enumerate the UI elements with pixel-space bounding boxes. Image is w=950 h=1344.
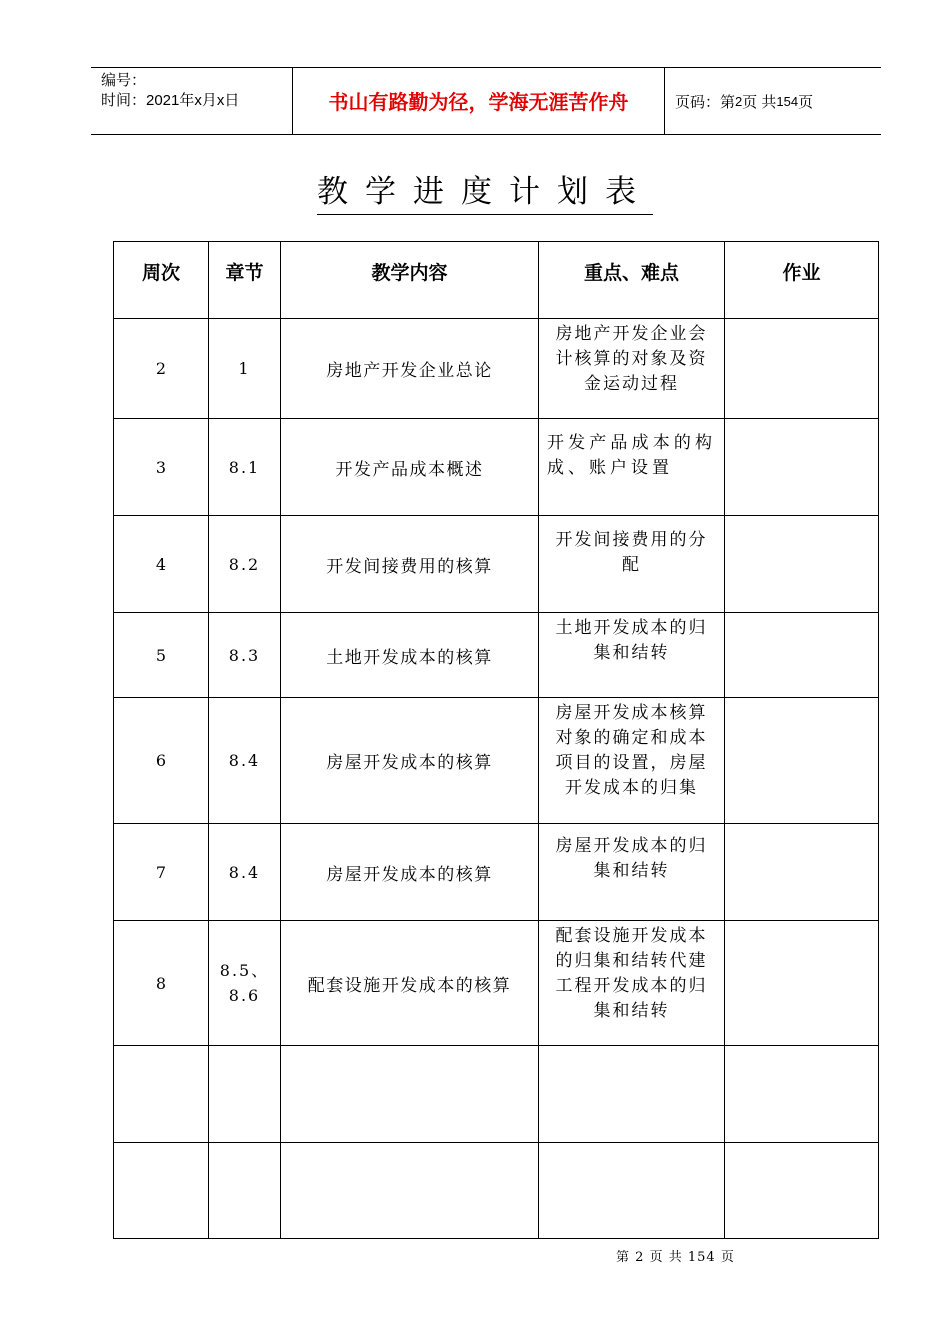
header-chapter: 章节 bbox=[209, 242, 281, 319]
table-row bbox=[114, 419, 879, 516]
header-key-points: 重点、难点 bbox=[539, 242, 725, 319]
table-row bbox=[114, 516, 879, 613]
cell-chapter: 8.2 bbox=[209, 516, 281, 613]
schedule-table bbox=[113, 241, 879, 1239]
cell-chapter: 8.4 bbox=[209, 824, 281, 921]
table-row bbox=[114, 698, 879, 824]
table-row bbox=[114, 613, 879, 698]
cell-content bbox=[281, 1143, 539, 1239]
header-week: 周次 bbox=[114, 242, 209, 319]
footer-mid: 页 共 bbox=[649, 1250, 683, 1265]
header-content: 教学内容 bbox=[281, 242, 539, 319]
table-header-row bbox=[114, 242, 879, 319]
footer-prefix: 第 bbox=[616, 1250, 631, 1265]
table-row bbox=[114, 1143, 879, 1239]
cell-content: 房地产开发企业总论 bbox=[281, 319, 539, 419]
cell-chapter bbox=[209, 1143, 281, 1239]
cell-content: 开发产品成本概述 bbox=[281, 419, 539, 516]
footer-page-number: 2 bbox=[635, 1250, 645, 1265]
cell-week: 6 bbox=[114, 698, 209, 824]
cell-chapter: 8.3 bbox=[209, 613, 281, 698]
cell-homework bbox=[725, 1143, 879, 1239]
table-row bbox=[114, 319, 879, 419]
footer-suffix: 页 bbox=[720, 1250, 735, 1265]
cell-key-points bbox=[539, 1046, 725, 1143]
cell-content bbox=[281, 1046, 539, 1143]
page-suffix: 页 bbox=[798, 93, 814, 111]
cell-content: 房屋开发成本的核算 bbox=[281, 824, 539, 921]
cell-homework bbox=[725, 419, 879, 516]
cell-key-points bbox=[539, 1143, 725, 1239]
cell-key-points: 房屋开发成本的归集和结转 bbox=[539, 824, 725, 921]
cell-content: 房屋开发成本的核算 bbox=[281, 698, 539, 824]
cell-content: 配套设施开发成本的核算 bbox=[281, 921, 539, 1046]
cell-week: 8 bbox=[114, 921, 209, 1046]
header-homework: 作业 bbox=[725, 242, 879, 319]
cell-key-points: 开发间接费用的分配 bbox=[539, 516, 725, 613]
cell-content: 土地开发成本的核算 bbox=[281, 613, 539, 698]
time-label: 时间：2021年x月x日 bbox=[101, 92, 240, 109]
header-motto: 书山有路勤为径，学海无涯苦作舟 bbox=[293, 68, 665, 134]
cell-week: 4 bbox=[114, 516, 209, 613]
table-row bbox=[114, 921, 879, 1046]
page-mid: 页 共 bbox=[742, 93, 777, 111]
cell-homework bbox=[725, 613, 879, 698]
cell-content: 开发间接费用的核算 bbox=[281, 516, 539, 613]
cell-homework bbox=[725, 921, 879, 1046]
cell-homework bbox=[725, 824, 879, 921]
cell-homework bbox=[725, 319, 879, 419]
cell-chapter bbox=[209, 1046, 281, 1143]
page-number: 2 bbox=[735, 93, 743, 109]
cell-week: 7 bbox=[114, 824, 209, 921]
header-meta bbox=[91, 68, 293, 134]
page-footer bbox=[616, 1246, 735, 1265]
cell-key-points: 房屋开发成本核算对象的确定和成本项目的设置，房屋开发成本的归集 bbox=[539, 698, 725, 824]
cell-week: 3 bbox=[114, 419, 209, 516]
footer-page-total: 154 bbox=[687, 1250, 716, 1265]
cell-chapter: 8.4 bbox=[209, 698, 281, 824]
cell-homework bbox=[725, 698, 879, 824]
header-page-info bbox=[665, 68, 881, 134]
cell-chapter: 8.5、8.6 bbox=[209, 921, 281, 1046]
cell-key-points: 土地开发成本的归集和结转 bbox=[539, 613, 725, 698]
cell-week: 2 bbox=[114, 319, 209, 419]
table-row bbox=[114, 1046, 879, 1143]
page-header bbox=[91, 67, 881, 135]
cell-week: 5 bbox=[114, 613, 209, 698]
table-row bbox=[114, 824, 879, 921]
cell-key-points: 开发产品成本的构成、账户设置 bbox=[539, 419, 725, 516]
cell-chapter: 8.1 bbox=[209, 419, 281, 516]
cell-week bbox=[114, 1046, 209, 1143]
number-label: 编号： bbox=[101, 72, 147, 89]
cell-homework bbox=[725, 516, 879, 613]
cell-key-points: 房地产开发企业会计核算的对象及资金运动过程 bbox=[539, 319, 725, 419]
cell-week bbox=[114, 1143, 209, 1239]
page-total: 154 bbox=[776, 93, 799, 109]
cell-homework bbox=[725, 1046, 879, 1143]
page-title: 教学进度计划表 bbox=[317, 170, 653, 215]
cell-key-points: 配套设施开发成本的归集和结转代建工程开发成本的归集和结转 bbox=[539, 921, 725, 1046]
cell-chapter: 1 bbox=[209, 319, 281, 419]
page-prefix: 页码：第 bbox=[675, 93, 736, 111]
